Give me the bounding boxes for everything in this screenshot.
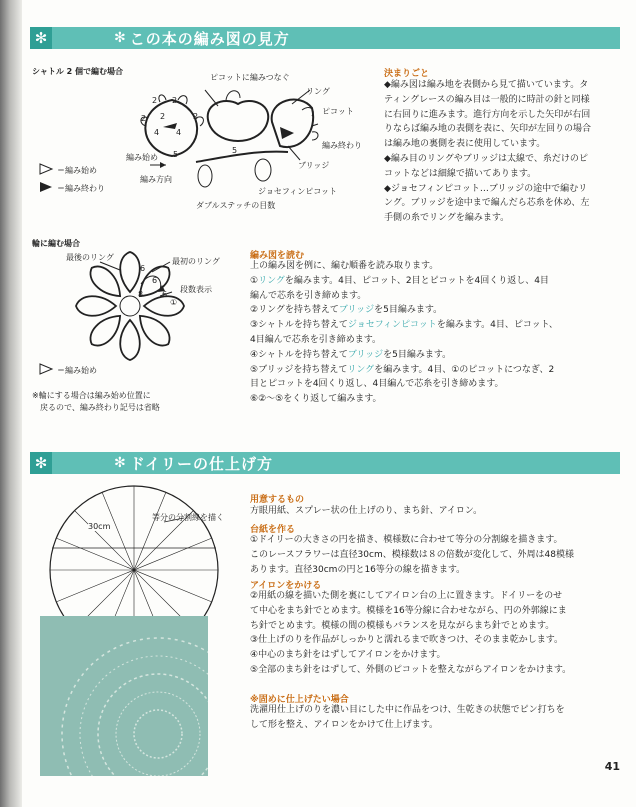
firm-heading: ※固めに仕上げたい場合 xyxy=(250,695,349,705)
stitch-count: 2 xyxy=(141,114,147,123)
stitch-count: 5 xyxy=(232,146,238,155)
label-picot-connect: ピコットに編みつなぐ xyxy=(210,73,290,82)
paper-text: ①ドイリーの大きさの円を描き、模様数に合わせて等分の分割線を描きます。 このレースフラワーは直径30cm、模様数は８の倍数が変化して、外周は48模様 あります。直径30cmの円と16等分の線を描きます。 xyxy=(250,535,574,575)
label-bridge: ブリッジ xyxy=(298,161,330,170)
label-josephine: ジョセフィンピコット xyxy=(258,187,338,196)
step-5-cont: 目とピコットを4回くり返し、4目編んで芯糸を引き締めます。 xyxy=(250,379,504,390)
step-1-cont: 編んで芯糸を引き締めます。 xyxy=(250,290,367,301)
label-picot: ピコット xyxy=(322,107,354,116)
stitch-count: 2 xyxy=(160,112,166,121)
label-round-number: 段数表示 xyxy=(180,285,212,294)
label-last-ring: 最後のリング xyxy=(66,253,114,262)
reading-heading: 編み図を読む xyxy=(250,251,305,261)
section-title: ドイリーの仕上げ方 xyxy=(129,454,273,473)
stitch-count: 6 xyxy=(162,290,168,299)
label-ring: リング xyxy=(306,87,330,96)
rules-line: ◆ジョセフィンピコット…ブリッジの途中で編むリ xyxy=(384,183,588,194)
doily-photo xyxy=(40,616,208,776)
stitch-count: 4 xyxy=(154,128,160,137)
legend-end: ＝編み終わり xyxy=(57,184,105,193)
round-marker: ① xyxy=(170,298,178,307)
stitch-count: 6 xyxy=(152,276,158,285)
stitch-count: 8 xyxy=(138,290,144,299)
label-first-ring: 最初のリング xyxy=(172,257,220,266)
rules-line: 手側の糸でリングを編みます。 xyxy=(384,213,510,224)
legend-start: ＝編み始め xyxy=(57,166,97,175)
label-diameter: 30cm xyxy=(88,522,111,531)
section-title: この本の編み図の見方 xyxy=(129,29,290,48)
step-5: ⑤ブリッジを持ち替えてリングを編みます。4目、①のピコットにつなぎ、2 xyxy=(250,364,555,375)
label-finish: 編み終わり xyxy=(322,141,362,150)
rules-heading: 決まりごと xyxy=(384,69,430,79)
stitch-count: 5 xyxy=(173,150,179,159)
rules-line: りならば編み地の表側を表に、矢印が左回りの場合 xyxy=(384,124,592,135)
rules-line: に右回りに進みます。進行方向を示した矢印が右回 xyxy=(384,109,591,120)
rules-line: ◆編み目のリングやブリッジは太線で、糸だけのピ xyxy=(384,153,588,164)
rules-line: コットなどは細線で描いてあります。 xyxy=(384,168,537,179)
rules-line: ◆編み図は編み地を表側から見て描いています。タ xyxy=(384,80,589,90)
step-3-cont: 4目編んで芯糸を引き締めます。 xyxy=(250,334,382,345)
stitch-count: 2 xyxy=(172,96,178,105)
step-3: ③シャトルを持ち替えてジョセフィンピコットを編みます。4目、ピコット、 xyxy=(250,320,558,331)
doily-photo-art xyxy=(40,616,208,776)
iron-heading: アイロンをかける xyxy=(250,581,322,591)
step-1: ①リングを編みます。4目、ピコット、2目とピコットを4回くり返し、4目 xyxy=(250,275,549,286)
rules-line: ティングレースの編み目は一般的に時計の針と同様 xyxy=(384,94,590,105)
firm-text: 洗濯用仕上げのりを濃い目にした中に作品をつけ、生乾きの状態でピン打ちを して形を整え、アイロンをかけて仕上げます。 xyxy=(250,705,565,730)
reading-intro: 上の編み図を例に、編む順番を読み取ります。 xyxy=(250,261,439,271)
items-heading: 用意するもの xyxy=(250,495,305,505)
note-line: 戻るので、編み終わり記号は省略 xyxy=(40,403,160,412)
step-2: ②リングを持ち替えてブリッジを5目編みます。 xyxy=(250,305,443,316)
rules-line: ング。ブリッジを途中まで編んだら芯糸を休め、左 xyxy=(384,198,590,209)
diagram-title: シャトル 2 個で編む場合 xyxy=(32,67,123,76)
diagram-title: 輪に編む場合 xyxy=(32,239,80,248)
asterisk-icon: ✻ xyxy=(114,30,126,46)
step-6: ⑥②～⑤をくり返して編みます。 xyxy=(250,394,382,405)
label-direction: 編み方向 xyxy=(140,175,172,184)
label-start: 編み始め xyxy=(126,153,158,162)
label-divide-lines: 等分の分割線を描く xyxy=(152,513,224,522)
iron-text: ②用紙の線を描いた側を裏にしてアイロン台の上に置きます。ドイリーをのせ て中心をまち針でとめます。模様を16等分線に合わせながら、円の外郭線にま ち針でとめます。模様の間の模様もバランスを見ながらまち針でとめます。 ③仕上げのりを作品がしっかりと濡れるまで吹きつけ、そのまま乾かします。 ④中心のまち針をはずしてアイロンをかけます。 ⑤全部のまち針をはずして、外側のピコットを整えながらアイロンをかけます。 xyxy=(250,591,572,675)
note-line: ※輪にする場合は編み始め位置に xyxy=(32,391,151,400)
page-number: 41 xyxy=(604,760,620,773)
rules-line: は編み地の裏側を表に使用しています。 xyxy=(384,139,546,150)
asterisk-icon: ✻ xyxy=(114,455,126,471)
label-double-stitch: ダブルステッチの目数 xyxy=(196,201,276,210)
stitch-count: 4 xyxy=(176,128,182,137)
stitch-count: 2 xyxy=(152,96,158,105)
legend-start: ＝編み始め xyxy=(57,366,97,375)
stitch-count: 2 xyxy=(193,112,199,121)
asterisk-icon: ✻ xyxy=(30,27,52,49)
step-4: ④シャトルを持ち替えてブリッジを5目編みます。 xyxy=(250,349,452,360)
paper-heading: 台紙を作る xyxy=(250,525,296,535)
stitch-count: 6 xyxy=(140,264,146,273)
asterisk-icon: ✻ xyxy=(30,452,52,474)
items-text: 方眼用紙、スプレー状の仕上げのり、まち針、アイロン。 xyxy=(250,506,483,516)
